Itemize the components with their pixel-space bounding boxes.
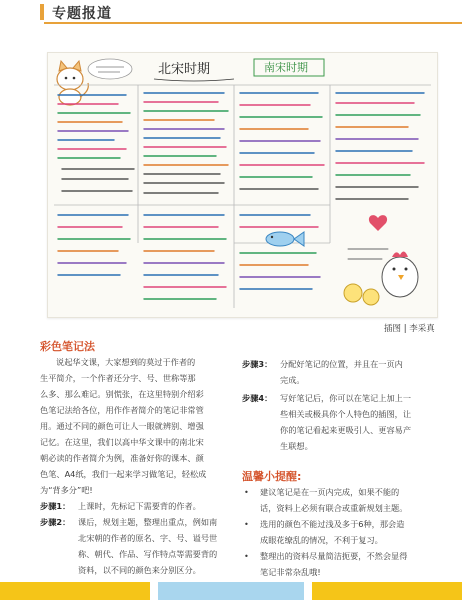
tip-text (260, 548, 407, 580)
header-rule (44, 22, 462, 24)
section-title: 专题报道 (52, 6, 112, 22)
bullet: • (244, 487, 249, 497)
intro-line: 说起华文课，大家想到的莫过于作者的 (56, 357, 196, 367)
fish-doodle-icon (266, 232, 304, 246)
footer-blue-segment (158, 582, 304, 600)
intro-line: 色笔记法给各位，用作作者简介的笔记非常管 (40, 405, 204, 415)
colorful-notes-title: 彩色笔记法 (40, 340, 95, 353)
note-sheet-drawing (48, 53, 437, 317)
footer-yellow-segment (312, 582, 462, 600)
tip-line: 笔记非常杂乱哦! (260, 567, 321, 577)
bullet: • (244, 519, 249, 529)
tip-line: 成眼花缭乱的情况，不利于复习。 (260, 535, 383, 545)
illustration-caption: 插图 | 李采真 (384, 324, 435, 334)
step-4 (242, 390, 442, 454)
step-line: 写好笔记后，你可以在笔记上加上一 (280, 393, 412, 403)
page-header (0, 0, 462, 26)
step-line: 完成。 (280, 375, 305, 385)
step-line: 称、朝代、作品、写作特点等需要背的 (78, 549, 218, 559)
tip-item (244, 548, 444, 580)
intro-line: 么多、那么难记。别慌张，在这里特别介绍彩 (40, 389, 204, 399)
step-text: 上课时，先标记下需要背的作者。 (78, 501, 201, 511)
header-accent-bar (40, 4, 44, 20)
tip-line: 话，资料上必须有联合或重新规划主题。 (260, 503, 408, 513)
tip-line: 选用的颜色不能过浅及多于6种，那会造 (260, 519, 405, 529)
step-text (280, 356, 403, 388)
step-line: 北宋朝的作者的原名、字、号、谥号世 (78, 533, 218, 543)
step-label: 步骤1： (40, 501, 71, 511)
footer-yellow-segment (0, 582, 150, 600)
step-label: 步骤2： (40, 517, 71, 527)
tip-item (244, 516, 444, 548)
heart-doodle-icon (369, 215, 387, 231)
tip-line: 整理出的资料尽量简洁扼要，不然会显得 (260, 551, 408, 561)
note-illustration (47, 52, 438, 318)
step-text (280, 390, 411, 454)
intro-line: 朝必读的作者简介为例，准备好你的课本、颜 (40, 453, 204, 463)
cat-doodle-icon (57, 61, 88, 105)
tip-text (260, 484, 407, 516)
bullet: • (244, 551, 249, 561)
heading-northern-song: 北宋时期 (158, 62, 211, 77)
step-line: 分配好笔记的位置，并且在一页内 (280, 359, 403, 369)
tips-title: 温馨小提醒: (242, 470, 302, 483)
step-label: 步骤3： (242, 359, 273, 369)
step-line: 课后，规划主题，整理出重点，例如南 (78, 517, 218, 527)
step-line: 些相关或极具你个人特色的插图，让 (280, 409, 412, 419)
step-line: 生联想。 (280, 441, 313, 451)
tip-text (260, 516, 404, 548)
heading-southern-song: 南宋时期 (264, 61, 308, 74)
step-label: 步骤4： (242, 393, 273, 403)
tip-line: 建议笔记是在一页内完成，如果不能的 (260, 487, 400, 497)
step-3 (242, 356, 432, 388)
step-2 (40, 514, 230, 578)
step-line: 你的笔记看起来更吸引人、更容易产 (280, 425, 412, 435)
intro-line: 为“背多分”吧! (40, 485, 93, 495)
step-text (78, 514, 217, 578)
intro-line: 色笔、A4纸，我们一起来学习做笔记，轻松成 (40, 469, 207, 479)
intro-line: 用。通过不同的颜色可让人一眼就辨别、增强 (40, 421, 204, 431)
intro-paragraph (40, 354, 222, 498)
step-line: 资料，以不同的颜色来分别区分。 (78, 565, 201, 575)
intro-line: 记忆。在这里，我们以高中华文课中的南北宋 (40, 437, 204, 447)
chick-doodle-icon (344, 251, 418, 305)
tip-item (244, 484, 444, 516)
step-1 (40, 498, 230, 514)
intro-line: 生平简介，一个作者还分字、号、世称等那 (40, 373, 196, 383)
